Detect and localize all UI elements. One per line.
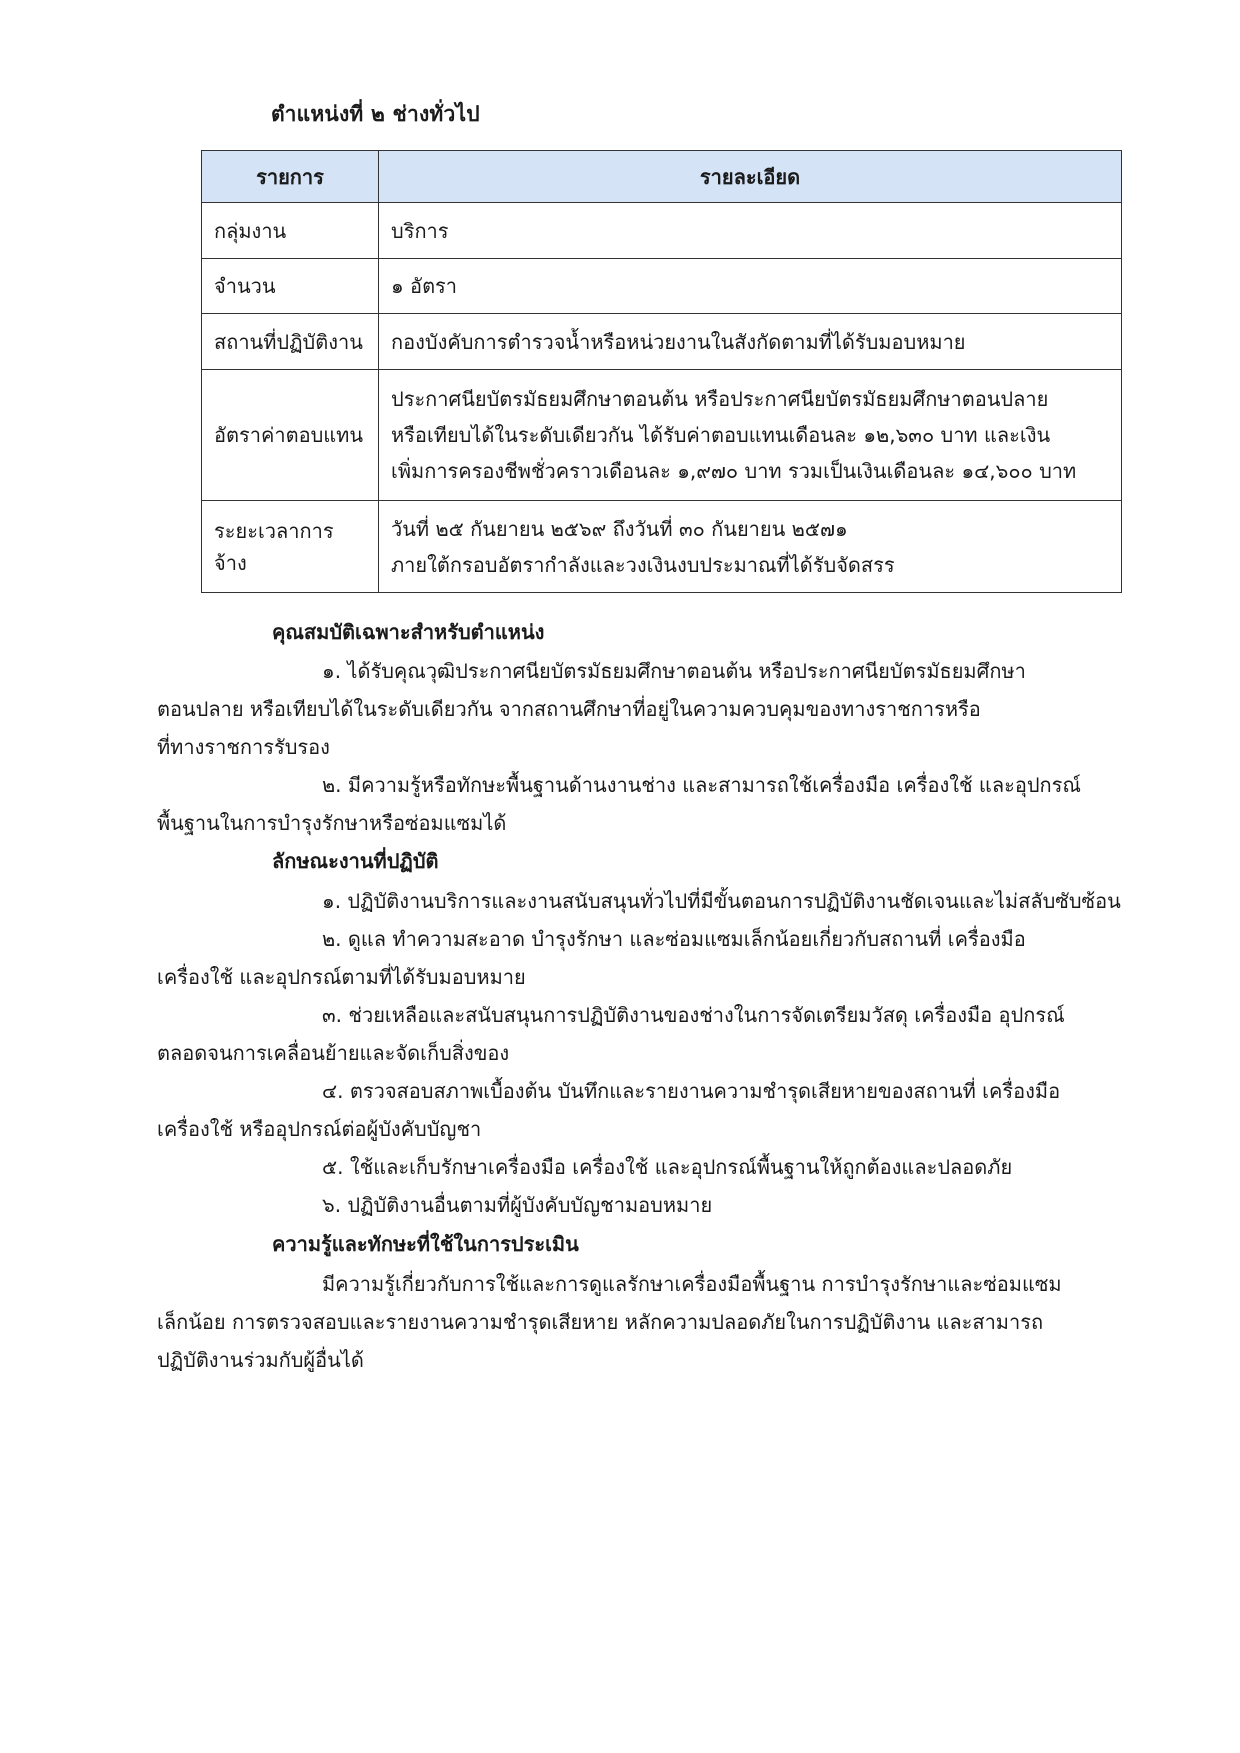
table-row — [202, 259, 1122, 314]
knowledge-paragraph — [157, 1265, 1104, 1379]
row-detail-line: ภายใต้กรอบอัตรากำลังและวงเงินงบประมาณที่ได้รับจัดสรร — [391, 552, 895, 577]
row-detail-line: กองบังคับการตำรวจน้ำหรือหน่วยงานในสังกัดตามที่ได้รับมอบหมาย — [391, 329, 966, 354]
table-row — [202, 501, 1122, 593]
table-header-row — [202, 151, 1122, 203]
duty-line: ๖. ปฏิบัติงานอื่นตามที่ผู้บังคับบัญชามอบหมาย — [322, 1193, 713, 1217]
row-detail-line: หรือเทียบได้ในระดับเดียวกัน ได้รับค่าตอบแทนเดือนละ ๑๒,๖๓๐ บาท และเงิน — [391, 423, 1051, 447]
duty-line: ๕. ใช้และเก็บรักษาเครื่องมือ เครื่องใช้ และอุปกรณ์พื้นฐานให้ถูกต้องและปลอดภัย — [322, 1155, 1013, 1179]
row-label: กลุ่มงาน — [202, 203, 379, 259]
row-label: จำนวน — [202, 259, 379, 314]
row-label: สถานที่ปฏิบัติงาน — [202, 314, 379, 370]
table-row — [202, 370, 1122, 501]
row-detail-line: ประกาศนียบัตรมัธยมศึกษาตอนต้น หรือประกาศนียบัตรมัธยมศึกษาตอนปลาย — [391, 387, 1049, 411]
duty-line: ๒. ดูแล ทำความสะอาด บำรุงรักษา และซ่อมแซมเล็กน้อยเกี่ยวกับสถานที่ เครื่องมือ — [322, 927, 1026, 951]
qualification-line: พื้นฐานในการบำรุงรักษาหรือซ่อมแซมได้ — [157, 811, 507, 835]
duty-line: ๑. ปฏิบัติงานบริการและงานสนับสนุนทั่วไปที่มีขั้นตอนการปฏิบัติงานชัดเจนและไม่สลับซับซ้อน — [322, 889, 1121, 913]
row-detail-line: วันที่ ๒๕ กันยายน ๒๕๖๙ ถึงวันที่ ๓๐ กันยายน ๒๕๗๑ — [391, 516, 848, 541]
qualification-line: ที่ทางราชการรับรอง — [157, 735, 330, 759]
row-label: อัตราค่าตอบแทน — [202, 370, 379, 501]
qualification-line: ตอนปลาย หรือเทียบได้ในระดับเดียวกัน จากสถานศึกษาที่อยู่ในความควบคุมของทางราชการหรือ — [157, 697, 981, 721]
duty-line: ตลอดจนการเคลื่อนย้ายและจัดเก็บสิ่งของ — [157, 1041, 510, 1065]
duty-line: ๔. ตรวจสอบสภาพเบื้องต้น บันทึกและรายงานความชำรุดเสียหายของสถานที่ เครื่องมือ — [322, 1079, 1061, 1103]
table-header-detail: รายละเอียด — [379, 151, 1122, 203]
duties-list — [157, 882, 1121, 1224]
duty-line: เครื่องใช้ หรืออุปกรณ์ต่อผู้บังคับบัญชา — [157, 1117, 482, 1141]
table-row — [202, 314, 1122, 370]
row-label: ระยะเวลาการจ้าง — [202, 501, 379, 593]
qualification-line: ๑. ได้รับคุณวุฒิประกาศนียบัตรมัธยมศึกษาตอนต้น หรือประกาศนียบัตรมัธยมศึกษา — [322, 659, 1026, 683]
knowledge-line: เล็กน้อย การตรวจสอบและรายงานความชำรุดเสียหาย หลักความปลอดภัยในการปฏิบัติงาน และสามารถ — [157, 1310, 1044, 1334]
position-detail-table — [201, 150, 1122, 593]
duties-heading: ลักษณะงานที่ปฏิบัติ — [272, 849, 439, 873]
table-header-item: รายการ — [202, 151, 379, 203]
qualifications-list — [157, 652, 1104, 842]
qualifications-heading: คุณสมบัติเฉพาะสำหรับตำแหน่ง — [272, 620, 545, 644]
knowledge-heading: ความรู้และทักษะที่ใช้ในการประเมิน — [272, 1232, 579, 1256]
duty-line: ๓. ช่วยเหลือและสนับสนุนการปฏิบัติงานของช่างในการจัดเตรียมวัสดุ เครื่องมือ อุปกรณ์ — [322, 1003, 1065, 1027]
row-detail — [379, 259, 1122, 314]
row-detail — [379, 314, 1122, 370]
table-row — [202, 203, 1122, 259]
qualification-line: ๒. มีความรู้หรือทักษะพื้นฐานด้านงานช่าง และสามารถใช้เครื่องมือ เครื่องใช้ และอุปกรณ์ — [322, 773, 1081, 797]
knowledge-line: ปฏิบัติงานร่วมกับผู้อื่นได้ — [157, 1348, 364, 1372]
position-title: ตำแหน่งที่ ๒ ช่างทั่วไป — [271, 102, 480, 126]
duty-line: เครื่องใช้ และอุปกรณ์ตามที่ได้รับมอบหมาย — [157, 965, 526, 989]
row-detail — [379, 501, 1122, 593]
knowledge-line: มีความรู้เกี่ยวกับการใช้และการดูแลรักษาเครื่องมือพื้นฐาน การบำรุงรักษาและซ่อมแซม — [322, 1272, 1062, 1296]
row-detail — [379, 203, 1122, 259]
row-detail — [379, 370, 1122, 501]
row-detail-line: เพิ่มการครองชีพชั่วคราวเดือนละ ๑,๙๗๐ บาท รวมเป็นเงินเดือนละ ๑๔,๖๐๐ บาท — [391, 459, 1077, 483]
row-detail-line: บริการ — [391, 218, 449, 243]
row-detail-line: ๑ อัตรา — [391, 274, 458, 298]
